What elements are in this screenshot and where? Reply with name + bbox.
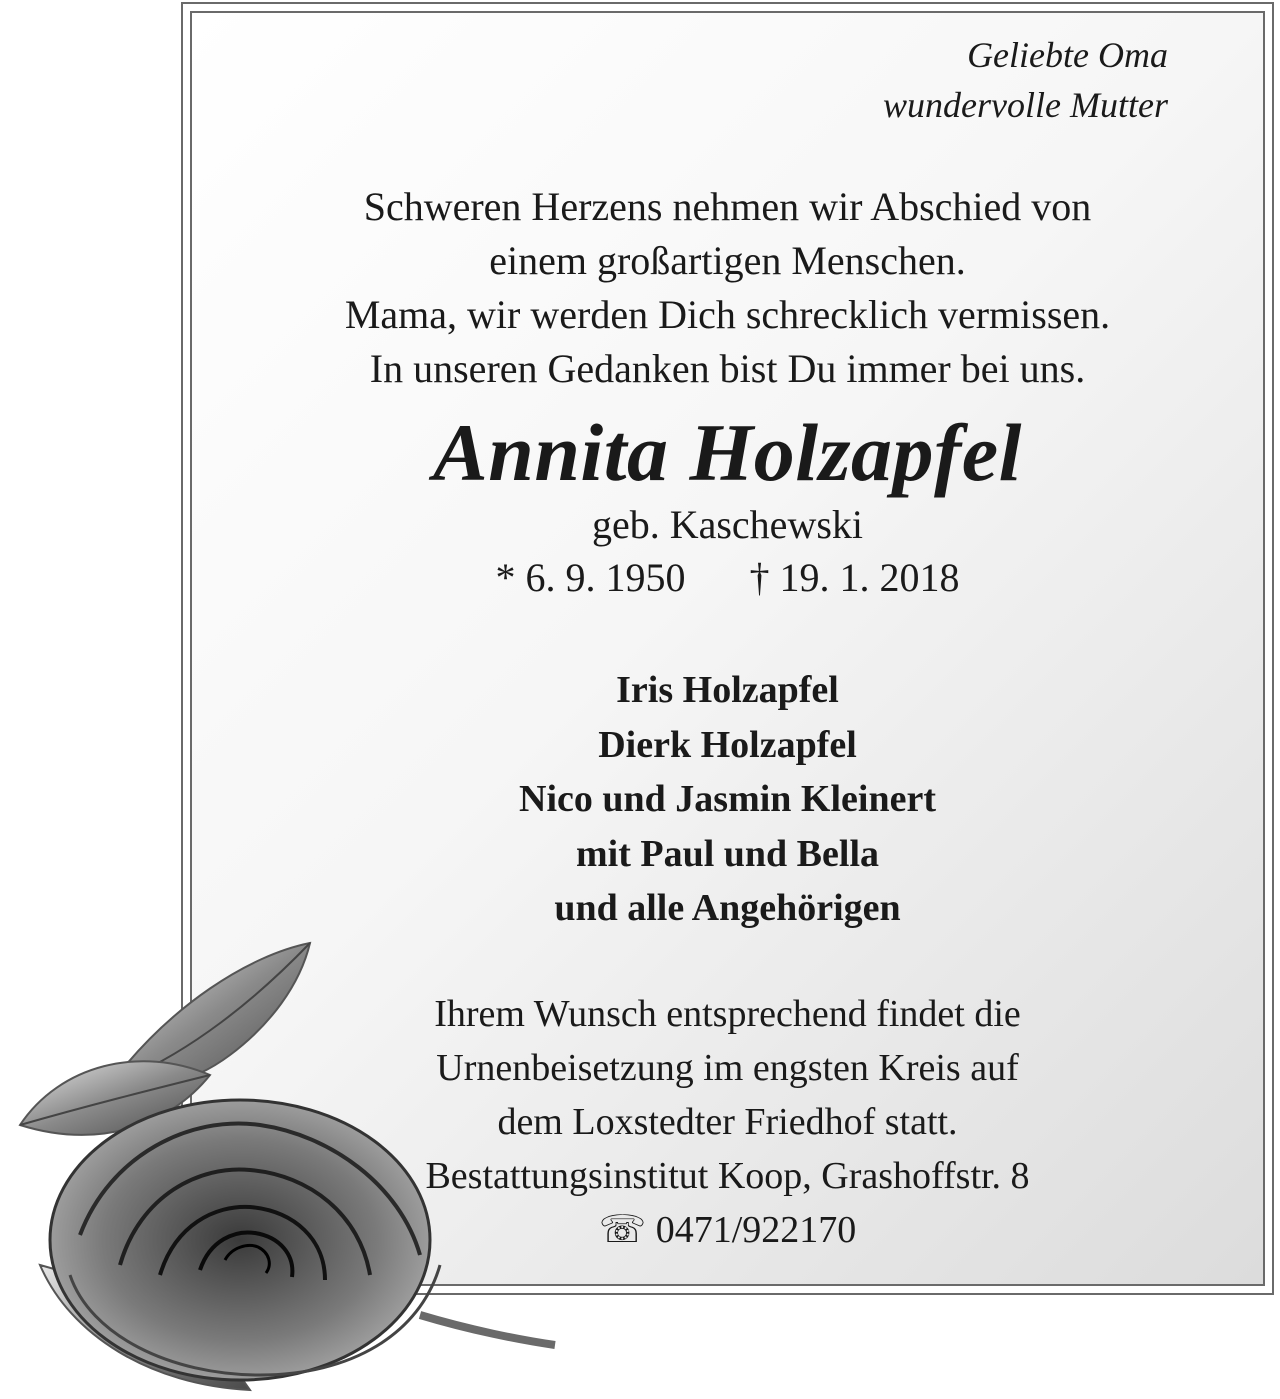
intro-line-1: Schweren Herzens nehmen wir Abschied von: [363, 184, 1092, 229]
intro-line-4: In unseren Gedanken bist Du immer bei uns.: [369, 346, 1086, 391]
maiden-name: geb. Kaschewski: [591, 502, 864, 547]
birth-date: * 6. 9. 1950: [495, 555, 686, 600]
quote-line-2: wundervolle Mutter: [883, 85, 1168, 125]
family-line-4: mit Paul und Bella: [576, 832, 879, 875]
rose-icon: [0, 935, 560, 1399]
phone-number: ☏ 0471/922170: [598, 1209, 857, 1251]
notice-line-2: Urnenbeisetzung im engsten Kreis auf: [436, 1047, 1019, 1089]
intro-text: [190, 180, 1265, 396]
intro-line-3: Mama, wir werden Dich schrecklich vermissen.: [344, 292, 1111, 337]
notice-line-3: dem Loxstedter Friedhof statt.: [497, 1101, 958, 1143]
quote-line-1: Geliebte Oma: [967, 35, 1168, 75]
family-line-3: Nico und Jasmin Kleinert: [519, 778, 936, 820]
notice-line-1: Ihrem Wunsch entsprechend findet die: [434, 993, 1021, 1035]
family-names: [190, 663, 1265, 936]
notice-line-4: Bestattungsinstitut Koop, Grashoffstr. 8: [425, 1155, 1030, 1197]
family-line-2: Dierk Holzapfel: [598, 723, 857, 766]
top-quote: [883, 30, 1168, 130]
deceased-name: Annita Holzapfel: [433, 407, 1022, 498]
family-line-1: Iris Holzapfel: [616, 669, 839, 711]
intro-line-2: einem großartigen Menschen.: [489, 238, 966, 283]
death-date: † 19. 1. 2018: [749, 555, 960, 600]
life-dates: [190, 553, 1265, 603]
family-line-5: und alle Angehörigen: [554, 887, 901, 929]
